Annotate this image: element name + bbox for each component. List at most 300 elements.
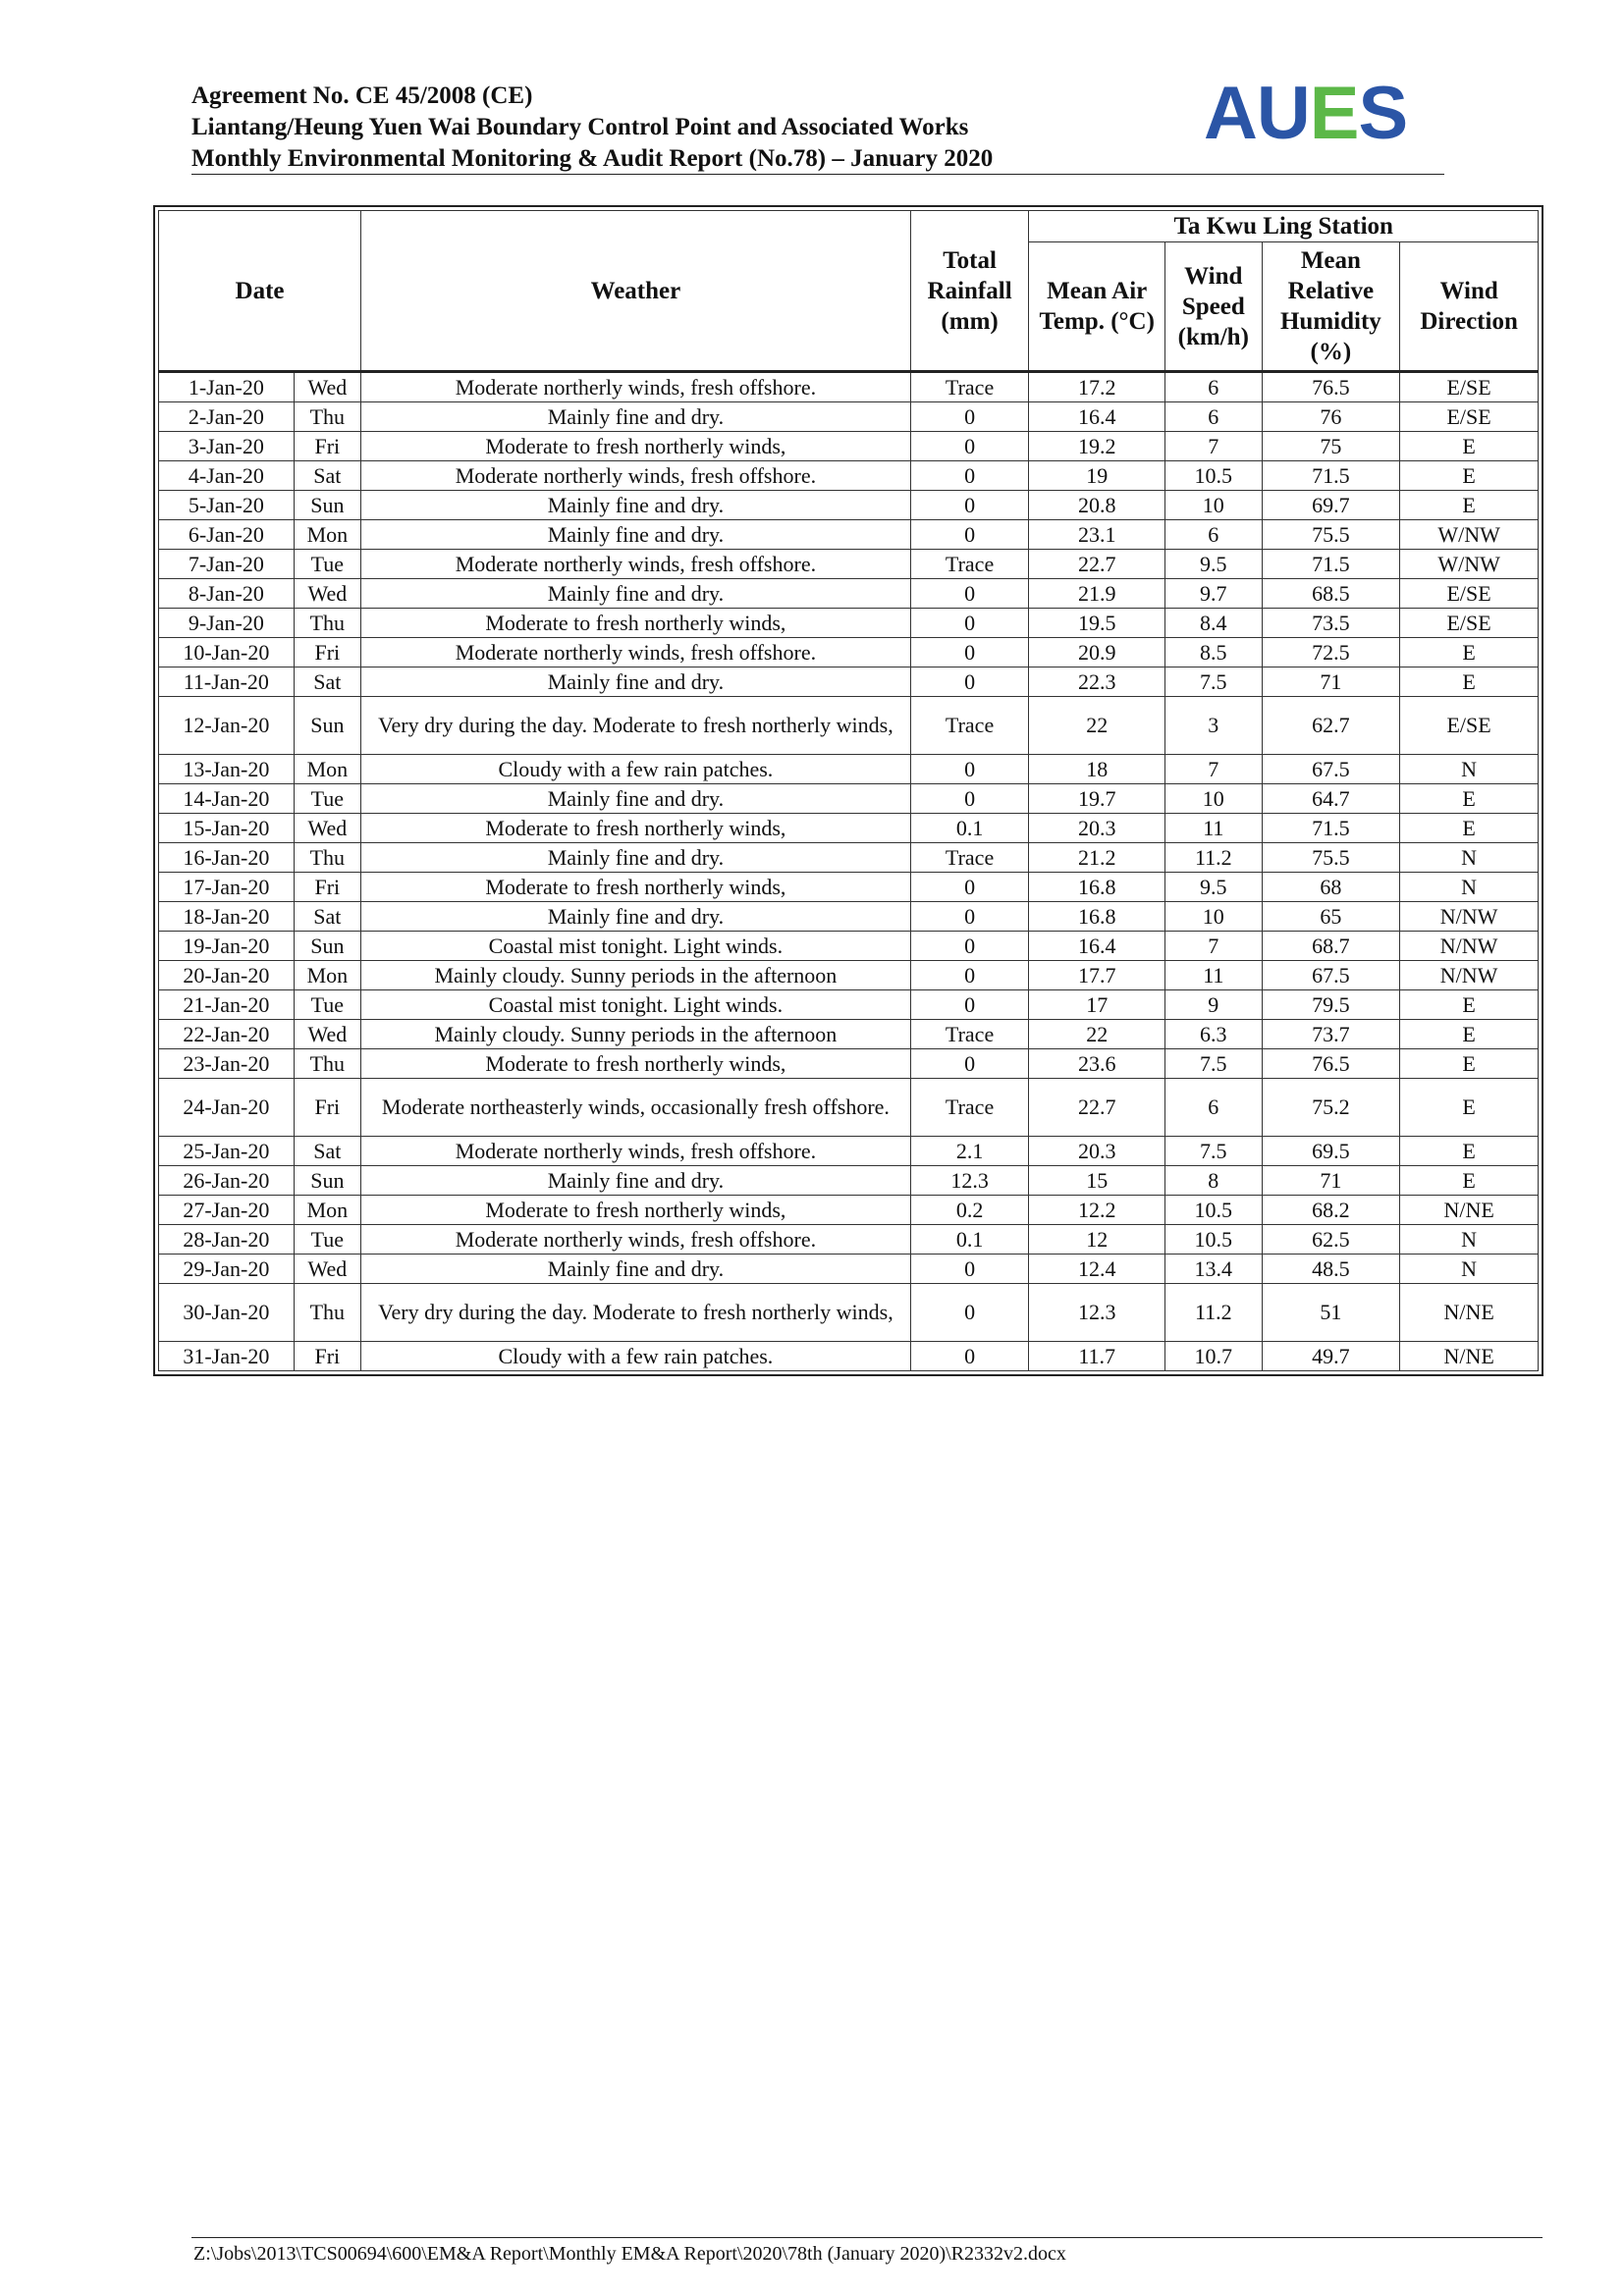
rainfall-cell: 0.1 bbox=[910, 814, 1029, 843]
table-row bbox=[159, 609, 1539, 638]
wind-speed-cell: 6 bbox=[1165, 520, 1262, 550]
day-cell: Sun bbox=[294, 697, 360, 755]
humidity-cell: 75.2 bbox=[1262, 1079, 1400, 1137]
weather-cell: Moderate northerly winds, fresh offshore. bbox=[361, 372, 911, 402]
humidity-cell: 67.5 bbox=[1262, 961, 1400, 990]
day-cell: Tue bbox=[294, 550, 360, 579]
wind-direction-cell: E/SE bbox=[1400, 697, 1539, 755]
wind-direction-cell: N bbox=[1400, 755, 1539, 784]
wind-speed-cell: 3 bbox=[1165, 697, 1262, 755]
temp-cell: 23.1 bbox=[1029, 520, 1165, 550]
date-cell: 1-Jan-20 bbox=[159, 372, 295, 402]
wind-speed-cell: 7.5 bbox=[1165, 1049, 1262, 1079]
table-row bbox=[159, 873, 1539, 902]
table-row bbox=[159, 843, 1539, 873]
humidity-cell: 71 bbox=[1262, 1166, 1400, 1196]
weather-cell: Mainly fine and dry. bbox=[361, 1166, 911, 1196]
wind-direction-cell: N/NE bbox=[1400, 1284, 1539, 1342]
table-row bbox=[159, 491, 1539, 520]
table-row bbox=[159, 697, 1539, 755]
date-cell: 10-Jan-20 bbox=[159, 638, 295, 667]
file-path: Z:\Jobs\2013\TCS00694\600\EM&A Report\Monthly EM&A Report\2020\78th (January 2020)\R2332v2.docx bbox=[193, 2243, 1066, 2265]
day-cell: Mon bbox=[294, 1196, 360, 1225]
rainfall-cell: 0 bbox=[910, 579, 1029, 609]
wind-speed-cell: 7 bbox=[1165, 755, 1262, 784]
day-cell: Thu bbox=[294, 1049, 360, 1079]
table-row bbox=[159, 1284, 1539, 1342]
weather-cell: Mainly cloudy. Sunny periods in the afternoon bbox=[361, 1020, 911, 1049]
weather-cell: Very dry during the day. Moderate to fresh northerly winds, bbox=[361, 697, 911, 755]
table-row bbox=[159, 461, 1539, 491]
humidity-cell: 76 bbox=[1262, 402, 1400, 432]
wind-speed-cell: 11.2 bbox=[1165, 843, 1262, 873]
temp-cell: 12.3 bbox=[1029, 1284, 1165, 1342]
humidity-cell: 62.5 bbox=[1262, 1225, 1400, 1255]
weather-cell: Moderate to fresh northerly winds, bbox=[361, 432, 911, 461]
table-row bbox=[159, 814, 1539, 843]
humidity-cell: 71 bbox=[1262, 667, 1400, 697]
rainfall-cell: 0 bbox=[910, 461, 1029, 491]
weather-cell: Mainly fine and dry. bbox=[361, 843, 911, 873]
day-cell: Wed bbox=[294, 1020, 360, 1049]
humidity-cell: 75 bbox=[1262, 432, 1400, 461]
wind-speed-cell: 10 bbox=[1165, 491, 1262, 520]
date-cell: 5-Jan-20 bbox=[159, 491, 295, 520]
table-row bbox=[159, 1079, 1539, 1137]
humidity-cell: 73.5 bbox=[1262, 609, 1400, 638]
weather-cell: Mainly fine and dry. bbox=[361, 579, 911, 609]
temp-cell: 23.6 bbox=[1029, 1049, 1165, 1079]
day-cell: Thu bbox=[294, 843, 360, 873]
wind-speed-cell: 9.5 bbox=[1165, 550, 1262, 579]
day-cell: Mon bbox=[294, 755, 360, 784]
wind-direction-cell: E bbox=[1400, 1020, 1539, 1049]
humidity-cell: 51 bbox=[1262, 1284, 1400, 1342]
weather-cell: Moderate to fresh northerly winds, bbox=[361, 873, 911, 902]
wind-direction-cell: E bbox=[1400, 990, 1539, 1020]
wind-direction-cell: E/SE bbox=[1400, 579, 1539, 609]
rainfall-cell: 0 bbox=[910, 873, 1029, 902]
wind-speed-cell: 11 bbox=[1165, 814, 1262, 843]
wind-direction-cell: E bbox=[1400, 491, 1539, 520]
humidity-cell: 71.5 bbox=[1262, 461, 1400, 491]
temp-cell: 16.4 bbox=[1029, 402, 1165, 432]
wind-speed-cell: 8.4 bbox=[1165, 609, 1262, 638]
rainfall-cell: 0 bbox=[910, 932, 1029, 961]
day-cell: Wed bbox=[294, 579, 360, 609]
table-row bbox=[159, 1166, 1539, 1196]
temp-cell: 22 bbox=[1029, 1020, 1165, 1049]
table-row bbox=[159, 1255, 1539, 1284]
table-row bbox=[159, 550, 1539, 579]
date-cell: 7-Jan-20 bbox=[159, 550, 295, 579]
table-row bbox=[159, 932, 1539, 961]
aues-logo bbox=[1204, 72, 1408, 155]
day-cell: Sun bbox=[294, 491, 360, 520]
humidity-cell: 76.5 bbox=[1262, 372, 1400, 402]
table-row bbox=[159, 1049, 1539, 1079]
rainfall-cell: Trace bbox=[910, 1020, 1029, 1049]
rainfall-cell: Trace bbox=[910, 1079, 1029, 1137]
table-row bbox=[159, 1342, 1539, 1371]
humidity-cell: 69.7 bbox=[1262, 491, 1400, 520]
temp-cell: 15 bbox=[1029, 1166, 1165, 1196]
humidity-cell: 73.7 bbox=[1262, 1020, 1400, 1049]
temp-cell: 22 bbox=[1029, 697, 1165, 755]
temp-cell: 22.7 bbox=[1029, 1079, 1165, 1137]
rainfall-cell: 0 bbox=[910, 432, 1029, 461]
temp-cell: 19.5 bbox=[1029, 609, 1165, 638]
wind-speed-cell: 10.5 bbox=[1165, 1196, 1262, 1225]
date-cell: 15-Jan-20 bbox=[159, 814, 295, 843]
day-cell: Wed bbox=[294, 372, 360, 402]
temp-cell: 20.3 bbox=[1029, 814, 1165, 843]
temp-cell: 19.2 bbox=[1029, 432, 1165, 461]
date-cell: 3-Jan-20 bbox=[159, 432, 295, 461]
wind-speed-cell: 7 bbox=[1165, 932, 1262, 961]
table-body bbox=[159, 372, 1539, 1371]
temp-cell: 17.7 bbox=[1029, 961, 1165, 990]
date-cell: 30-Jan-20 bbox=[159, 1284, 295, 1342]
rainfall-cell: 0 bbox=[910, 667, 1029, 697]
weather-cell: Moderate to fresh northerly winds, bbox=[361, 1196, 911, 1225]
weather-cell: Moderate to fresh northerly winds, bbox=[361, 609, 911, 638]
temp-cell: 12 bbox=[1029, 1225, 1165, 1255]
humidity-cell: 68 bbox=[1262, 873, 1400, 902]
date-cell: 16-Jan-20 bbox=[159, 843, 295, 873]
wind-direction-cell: N bbox=[1400, 843, 1539, 873]
wind-direction-cell: E/SE bbox=[1400, 402, 1539, 432]
weather-cell: Moderate northerly winds, fresh offshore. bbox=[361, 1137, 911, 1166]
temp-cell: 21.2 bbox=[1029, 843, 1165, 873]
logo-part-s: S bbox=[1358, 72, 1408, 155]
rainfall-cell: 0 bbox=[910, 1342, 1029, 1371]
weather-cell: Moderate to fresh northerly winds, bbox=[361, 1049, 911, 1079]
wind-speed-cell: 11 bbox=[1165, 961, 1262, 990]
wind-direction-cell: W/NW bbox=[1400, 520, 1539, 550]
wind-direction-cell: E bbox=[1400, 1079, 1539, 1137]
weather-cell: Cloudy with a few rain patches. bbox=[361, 755, 911, 784]
wind-direction-cell: E bbox=[1400, 784, 1539, 814]
wind-direction-cell: E bbox=[1400, 814, 1539, 843]
date-cell: 14-Jan-20 bbox=[159, 784, 295, 814]
weather-cell: Mainly fine and dry. bbox=[361, 402, 911, 432]
header-date: Date bbox=[159, 211, 361, 372]
day-cell: Fri bbox=[294, 432, 360, 461]
table-row bbox=[159, 755, 1539, 784]
wind-direction-cell: E bbox=[1400, 638, 1539, 667]
table-row bbox=[159, 1020, 1539, 1049]
temp-cell: 12.2 bbox=[1029, 1196, 1165, 1225]
rainfall-cell: 2.1 bbox=[910, 1137, 1029, 1166]
table-row bbox=[159, 402, 1539, 432]
header-divider bbox=[191, 174, 1444, 175]
day-cell: Thu bbox=[294, 609, 360, 638]
rainfall-cell: 0 bbox=[910, 1284, 1029, 1342]
wind-speed-cell: 10 bbox=[1165, 784, 1262, 814]
rainfall-cell: 0 bbox=[910, 520, 1029, 550]
temp-cell: 19 bbox=[1029, 461, 1165, 491]
wind-direction-cell: E/SE bbox=[1400, 372, 1539, 402]
weather-cell: Mainly cloudy. Sunny periods in the afternoon bbox=[361, 961, 911, 990]
temp-cell: 16.4 bbox=[1029, 932, 1165, 961]
wind-speed-cell: 6 bbox=[1165, 402, 1262, 432]
table-row bbox=[159, 432, 1539, 461]
wind-direction-cell: E bbox=[1400, 461, 1539, 491]
humidity-cell: 76.5 bbox=[1262, 1049, 1400, 1079]
weather-cell: Cloudy with a few rain patches. bbox=[361, 1342, 911, 1371]
date-cell: 31-Jan-20 bbox=[159, 1342, 295, 1371]
humidity-cell: 68.5 bbox=[1262, 579, 1400, 609]
wind-speed-cell: 7.5 bbox=[1165, 1137, 1262, 1166]
wind-speed-cell: 10.7 bbox=[1165, 1342, 1262, 1371]
table-row bbox=[159, 372, 1539, 402]
wind-speed-cell: 6 bbox=[1165, 372, 1262, 402]
day-cell: Mon bbox=[294, 961, 360, 990]
date-cell: 11-Jan-20 bbox=[159, 667, 295, 697]
date-cell: 4-Jan-20 bbox=[159, 461, 295, 491]
date-cell: 26-Jan-20 bbox=[159, 1166, 295, 1196]
table-row bbox=[159, 638, 1539, 667]
day-cell: Sat bbox=[294, 461, 360, 491]
date-cell: 21-Jan-20 bbox=[159, 990, 295, 1020]
wind-direction-cell: E bbox=[1400, 1166, 1539, 1196]
temp-cell: 22.3 bbox=[1029, 667, 1165, 697]
logo-part-e: E bbox=[1309, 72, 1359, 155]
rainfall-cell: 0 bbox=[910, 638, 1029, 667]
wind-speed-cell: 13.4 bbox=[1165, 1255, 1262, 1284]
date-cell: 25-Jan-20 bbox=[159, 1137, 295, 1166]
rainfall-cell: 0 bbox=[910, 1255, 1029, 1284]
weather-cell: Coastal mist tonight. Light winds. bbox=[361, 990, 911, 1020]
rainfall-cell: 0 bbox=[910, 1049, 1029, 1079]
date-cell: 17-Jan-20 bbox=[159, 873, 295, 902]
wind-speed-cell: 10 bbox=[1165, 902, 1262, 932]
wind-speed-cell: 10.5 bbox=[1165, 1225, 1262, 1255]
wind-speed-cell: 9 bbox=[1165, 990, 1262, 1020]
rainfall-cell: 0 bbox=[910, 902, 1029, 932]
wind-direction-cell: E bbox=[1400, 667, 1539, 697]
table-row bbox=[159, 784, 1539, 814]
temp-cell: 19.7 bbox=[1029, 784, 1165, 814]
wind-direction-cell: W/NW bbox=[1400, 550, 1539, 579]
day-cell: Fri bbox=[294, 638, 360, 667]
date-cell: 28-Jan-20 bbox=[159, 1225, 295, 1255]
wind-direction-cell: N bbox=[1400, 1255, 1539, 1284]
table-row bbox=[159, 990, 1539, 1020]
date-cell: 2-Jan-20 bbox=[159, 402, 295, 432]
rainfall-cell: Trace bbox=[910, 843, 1029, 873]
temp-cell: 12.4 bbox=[1029, 1255, 1165, 1284]
humidity-cell: 72.5 bbox=[1262, 638, 1400, 667]
weather-cell: Moderate to fresh northerly winds, bbox=[361, 814, 911, 843]
weather-cell: Very dry during the day. Moderate to fresh northerly winds, bbox=[361, 1284, 911, 1342]
rainfall-cell: 0 bbox=[910, 491, 1029, 520]
agreement-number: Agreement No. CE 45/2008 (CE) bbox=[191, 82, 533, 109]
rainfall-cell: 12.3 bbox=[910, 1166, 1029, 1196]
weather-cell: Moderate northeasterly winds, occasionally fresh offshore. bbox=[361, 1079, 911, 1137]
rainfall-cell: 0 bbox=[910, 990, 1029, 1020]
day-cell: Sun bbox=[294, 932, 360, 961]
day-cell: Thu bbox=[294, 1284, 360, 1342]
report-title: Monthly Environmental Monitoring & Audit Report (No.78) – January 2020 bbox=[191, 145, 994, 172]
humidity-cell: 68.7 bbox=[1262, 932, 1400, 961]
weather-cell: Moderate northerly winds, fresh offshore. bbox=[361, 1225, 911, 1255]
date-cell: 13-Jan-20 bbox=[159, 755, 295, 784]
date-cell: 22-Jan-20 bbox=[159, 1020, 295, 1049]
rainfall-cell: 0.1 bbox=[910, 1225, 1029, 1255]
project-title: Liantang/Heung Yuen Wai Boundary Control Point and Associated Works bbox=[191, 114, 969, 140]
humidity-cell: 75.5 bbox=[1262, 843, 1400, 873]
temp-cell: 20.8 bbox=[1029, 491, 1165, 520]
weather-cell: Moderate northerly winds, fresh offshore. bbox=[361, 638, 911, 667]
wind-speed-cell: 7 bbox=[1165, 432, 1262, 461]
weather-cell: Mainly fine and dry. bbox=[361, 902, 911, 932]
table-row bbox=[159, 1196, 1539, 1225]
humidity-cell: 67.5 bbox=[1262, 755, 1400, 784]
table-row bbox=[159, 520, 1539, 550]
rainfall-cell: 0.2 bbox=[910, 1196, 1029, 1225]
table-row bbox=[159, 1137, 1539, 1166]
weather-table bbox=[158, 210, 1539, 1371]
humidity-cell: 68.2 bbox=[1262, 1196, 1400, 1225]
weather-cell: Mainly fine and dry. bbox=[361, 1255, 911, 1284]
day-cell: Mon bbox=[294, 520, 360, 550]
humidity-cell: 79.5 bbox=[1262, 990, 1400, 1020]
day-cell: Wed bbox=[294, 814, 360, 843]
header-wind-speed: Wind Speed (km/h) bbox=[1165, 242, 1262, 372]
wind-direction-cell: N/NE bbox=[1400, 1196, 1539, 1225]
footer-divider bbox=[191, 2237, 1543, 2238]
wind-direction-cell: N/NW bbox=[1400, 932, 1539, 961]
table-row bbox=[159, 667, 1539, 697]
humidity-cell: 64.7 bbox=[1262, 784, 1400, 814]
weather-cell: Moderate northerly winds, fresh offshore. bbox=[361, 550, 911, 579]
weather-cell: Mainly fine and dry. bbox=[361, 784, 911, 814]
temp-cell: 20.9 bbox=[1029, 638, 1165, 667]
date-cell: 9-Jan-20 bbox=[159, 609, 295, 638]
humidity-cell: 48.5 bbox=[1262, 1255, 1400, 1284]
humidity-cell: 75.5 bbox=[1262, 520, 1400, 550]
temp-cell: 20.3 bbox=[1029, 1137, 1165, 1166]
humidity-cell: 69.5 bbox=[1262, 1137, 1400, 1166]
wind-speed-cell: 6.3 bbox=[1165, 1020, 1262, 1049]
weather-cell: Mainly fine and dry. bbox=[361, 520, 911, 550]
weather-cell: Moderate northerly winds, fresh offshore. bbox=[361, 461, 911, 491]
humidity-cell: 62.7 bbox=[1262, 697, 1400, 755]
wind-direction-cell: N bbox=[1400, 873, 1539, 902]
date-cell: 8-Jan-20 bbox=[159, 579, 295, 609]
rainfall-cell: Trace bbox=[910, 697, 1029, 755]
weather-cell: Coastal mist tonight. Light winds. bbox=[361, 932, 911, 961]
header-temp: Mean Air Temp. (°C) bbox=[1029, 242, 1165, 372]
date-cell: 19-Jan-20 bbox=[159, 932, 295, 961]
day-cell: Sat bbox=[294, 667, 360, 697]
day-cell: Fri bbox=[294, 1342, 360, 1371]
wind-direction-cell: E/SE bbox=[1400, 609, 1539, 638]
table-row bbox=[159, 961, 1539, 990]
table-row bbox=[159, 902, 1539, 932]
rainfall-cell: 0 bbox=[910, 402, 1029, 432]
date-cell: 20-Jan-20 bbox=[159, 961, 295, 990]
date-cell: 6-Jan-20 bbox=[159, 520, 295, 550]
humidity-cell: 71.5 bbox=[1262, 814, 1400, 843]
wind-speed-cell: 9.5 bbox=[1165, 873, 1262, 902]
wind-direction-cell: E bbox=[1400, 432, 1539, 461]
temp-cell: 22.7 bbox=[1029, 550, 1165, 579]
day-cell: Sun bbox=[294, 1166, 360, 1196]
wind-speed-cell: 11.2 bbox=[1165, 1284, 1262, 1342]
rainfall-cell: 0 bbox=[910, 609, 1029, 638]
temp-cell: 17 bbox=[1029, 990, 1165, 1020]
rainfall-cell: 0 bbox=[910, 755, 1029, 784]
weather-cell: Mainly fine and dry. bbox=[361, 491, 911, 520]
weather-table-frame bbox=[153, 205, 1543, 1376]
date-cell: 24-Jan-20 bbox=[159, 1079, 295, 1137]
wind-speed-cell: 8.5 bbox=[1165, 638, 1262, 667]
date-cell: 27-Jan-20 bbox=[159, 1196, 295, 1225]
rainfall-cell: Trace bbox=[910, 372, 1029, 402]
day-cell: Sat bbox=[294, 902, 360, 932]
day-cell: Tue bbox=[294, 1225, 360, 1255]
wind-direction-cell: N/NW bbox=[1400, 902, 1539, 932]
rainfall-cell: Trace bbox=[910, 550, 1029, 579]
temp-cell: 18 bbox=[1029, 755, 1165, 784]
temp-cell: 21.9 bbox=[1029, 579, 1165, 609]
logo-part-au: AU bbox=[1204, 72, 1310, 155]
rainfall-cell: 0 bbox=[910, 961, 1029, 990]
rainfall-cell: 0 bbox=[910, 784, 1029, 814]
wind-direction-cell: N/NW bbox=[1400, 961, 1539, 990]
humidity-cell: 71.5 bbox=[1262, 550, 1400, 579]
day-cell: Tue bbox=[294, 784, 360, 814]
day-cell: Fri bbox=[294, 1079, 360, 1137]
humidity-cell: 65 bbox=[1262, 902, 1400, 932]
day-cell: Tue bbox=[294, 990, 360, 1020]
date-cell: 18-Jan-20 bbox=[159, 902, 295, 932]
wind-speed-cell: 9.7 bbox=[1165, 579, 1262, 609]
wind-direction-cell: E bbox=[1400, 1049, 1539, 1079]
temp-cell: 16.8 bbox=[1029, 873, 1165, 902]
wind-speed-cell: 8 bbox=[1165, 1166, 1262, 1196]
wind-speed-cell: 10.5 bbox=[1165, 461, 1262, 491]
header-humidity: Mean Relative Humidity (%) bbox=[1262, 242, 1400, 372]
temp-cell: 11.7 bbox=[1029, 1342, 1165, 1371]
wind-speed-cell: 6 bbox=[1165, 1079, 1262, 1137]
humidity-cell: 49.7 bbox=[1262, 1342, 1400, 1371]
header-rainfall: Total Rainfall (mm) bbox=[910, 211, 1029, 372]
date-cell: 23-Jan-20 bbox=[159, 1049, 295, 1079]
wind-direction-cell: E bbox=[1400, 1137, 1539, 1166]
day-cell: Thu bbox=[294, 402, 360, 432]
header-weather: Weather bbox=[361, 211, 911, 372]
date-cell: 12-Jan-20 bbox=[159, 697, 295, 755]
weather-cell: Mainly fine and dry. bbox=[361, 667, 911, 697]
temp-cell: 17.2 bbox=[1029, 372, 1165, 402]
day-cell: Wed bbox=[294, 1255, 360, 1284]
wind-direction-cell: N/NE bbox=[1400, 1342, 1539, 1371]
table-row bbox=[159, 579, 1539, 609]
day-cell: Sat bbox=[294, 1137, 360, 1166]
header-wind-direction: Wind Direction bbox=[1400, 242, 1539, 372]
table-row bbox=[159, 1225, 1539, 1255]
day-cell: Fri bbox=[294, 873, 360, 902]
temp-cell: 16.8 bbox=[1029, 902, 1165, 932]
wind-speed-cell: 7.5 bbox=[1165, 667, 1262, 697]
header-station: Ta Kwu Ling Station bbox=[1029, 211, 1539, 242]
date-cell: 29-Jan-20 bbox=[159, 1255, 295, 1284]
wind-direction-cell: N bbox=[1400, 1225, 1539, 1255]
